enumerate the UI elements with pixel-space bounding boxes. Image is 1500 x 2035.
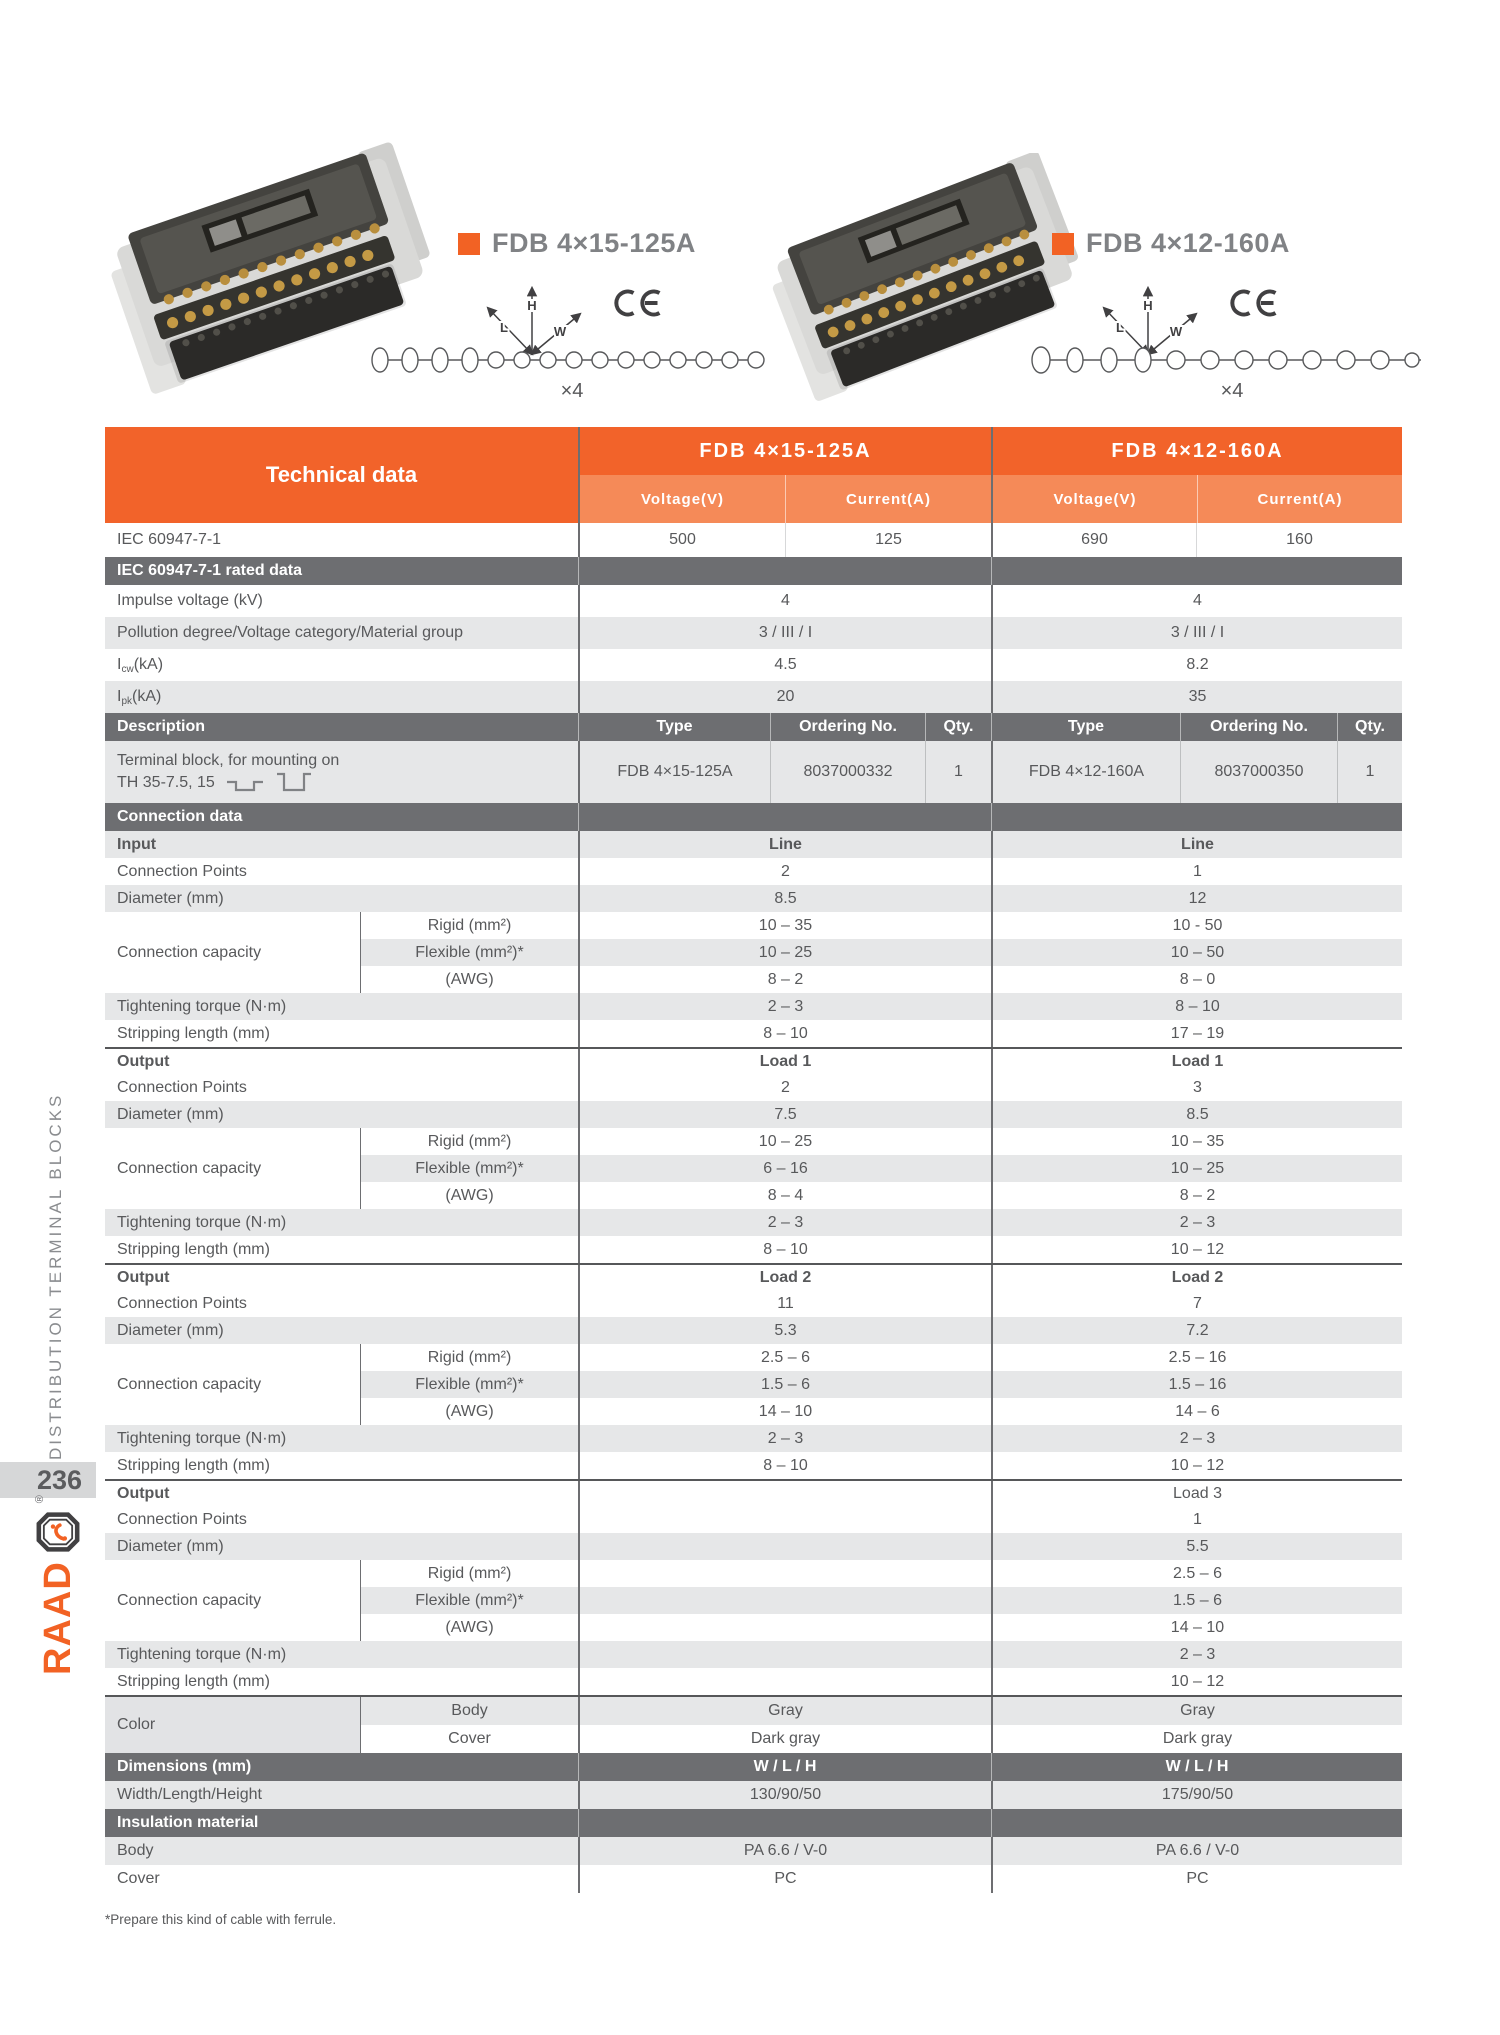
- group-head-output-load1: Output Load 1 Load 1: [105, 1047, 1402, 1074]
- section-band-connection-data: Connection data: [105, 803, 1402, 831]
- value-p1: 4.5: [578, 649, 991, 681]
- multiplier-label-2: ×4: [1220, 380, 1244, 402]
- table-row: Body PA 6.6 / V-0 PA 6.6 / V-0: [105, 1837, 1402, 1865]
- value-p2: 35: [991, 681, 1402, 713]
- current-column-header: Current(A): [785, 475, 991, 523]
- value-p2: 8.2: [991, 649, 1402, 681]
- din-rail-icon: [225, 778, 265, 794]
- qty-column-header: Qty.: [925, 713, 991, 741]
- value-p2-current: 160: [1196, 523, 1402, 557]
- table-row: Diameter (mm) 7.5 8.5: [105, 1101, 1402, 1128]
- registered-trademark-mark: ®: [34, 1495, 46, 1504]
- value-p1: 4: [578, 585, 991, 617]
- sidebar-vertical-title: DISTRIBUTION TERMINAL BLOCKS: [46, 1092, 65, 1460]
- row-label: Pollution degree/Voltage category/Material group: [117, 624, 463, 641]
- multiplier-label-1: ×4: [560, 380, 584, 402]
- orange-square-bullet-icon: [1052, 233, 1074, 255]
- table-row: [105, 585, 1402, 617]
- svg-text:H: H: [1143, 298, 1153, 313]
- table-title: Technical data: [265, 462, 418, 487]
- value-p2: 3 / III / I: [991, 617, 1402, 649]
- group-head-input: Input Line Line: [105, 831, 1402, 858]
- group-head-output-load2: Output Load 2 Load 2: [105, 1263, 1402, 1290]
- svg-text:L: L: [500, 320, 508, 335]
- footnote: *Prepare this kind of cable with ferrule.: [105, 1912, 337, 1927]
- table-row: Connection Points 2 1: [105, 858, 1402, 885]
- group-head-output-load3: Output Load 3: [105, 1479, 1402, 1506]
- voltage-column-header: Voltage(V): [640, 490, 725, 508]
- table-row: Stripping length (mm) 8 – 10 10 – 12: [105, 1236, 1402, 1263]
- raad-emblem-icon: [34, 1511, 82, 1553]
- table-row: Connection Points 2 3: [105, 1074, 1402, 1101]
- table-row: Tightening torque (N·m) 2 – 3: [105, 1641, 1402, 1668]
- product-column-header-1: FDB 4×15-125A Voltage(V) Current(A): [578, 427, 991, 523]
- connection-capacity-block: Connection capacity Rigid (mm²) 2.5 – 6 2.5 – 16 Flexible (mm²)* 1.5 – 6 1.5 – 16 (AWG) 14 – 10 14 – 6: [105, 1344, 1402, 1425]
- svg-text:H: H: [527, 298, 537, 313]
- terminal-pole-diagram-1: [366, 340, 778, 380]
- svg-text:L: L: [1116, 320, 1124, 335]
- value-p1: 3 / III / I: [578, 617, 991, 649]
- voltage-column-header: Voltage(V): [1053, 490, 1137, 508]
- ordering-column-header: Ordering No.: [1180, 713, 1337, 741]
- qty-value-p1: 1: [925, 741, 991, 803]
- current-column-header: Current(A): [1197, 475, 1402, 523]
- table-header: [105, 427, 1402, 523]
- iec-standard-row: [105, 523, 1402, 557]
- table-row: [105, 681, 1402, 713]
- section-band-dimensions: Dimensions (mm) W / L / H W / L / H: [105, 1753, 1402, 1781]
- terminal-block-row: [105, 741, 1402, 803]
- row-label: Impulse voltage (kV): [117, 592, 263, 609]
- type-value-p1: FDB 4×15-125A: [578, 741, 770, 803]
- ce-mark-icon: [612, 286, 666, 320]
- product-title-2: FDB 4×12-160A: [1052, 228, 1290, 259]
- row-label-ipk: I pk (kA): [117, 688, 162, 707]
- product-column-header-2: FDB 4×12-160A Voltage(V) Current(A): [991, 427, 1402, 523]
- ordering-value-p2: 8037000350: [1180, 741, 1337, 803]
- type-column-header: Type: [578, 713, 770, 741]
- qty-column-header: Qty.: [1337, 713, 1402, 741]
- page-number-badge: 236: [0, 1462, 96, 1498]
- din-rail-tall-icon: [275, 772, 313, 794]
- table-row: Stripping length (mm) 8 – 10 17 – 19: [105, 1020, 1402, 1047]
- table-row: Width/Length/Height 130/90/50 175/90/50: [105, 1781, 1402, 1809]
- color-block: Color Body Gray Gray Cover Dark gray Dark gray: [105, 1695, 1402, 1753]
- value-p1: 20: [578, 681, 991, 713]
- section-band-insulation: Insulation material: [105, 1809, 1402, 1837]
- table-row: Connection Points 11 7: [105, 1290, 1402, 1317]
- terminal-pole-diagram-2: [1026, 340, 1438, 380]
- row-label: IEC 60947-7-1: [117, 531, 222, 548]
- table-row: [105, 617, 1402, 649]
- table-row: Diameter (mm) 8.5 12: [105, 885, 1402, 912]
- orange-square-bullet-icon: [458, 233, 480, 255]
- table-row: Tightening torque (N·m) 2 – 3 2 – 3: [105, 1425, 1402, 1452]
- technical-data-table: [105, 427, 1402, 1893]
- qty-value-p2: 1: [1337, 741, 1402, 803]
- table-row: [105, 649, 1402, 681]
- value-p1-voltage: 500: [578, 523, 785, 557]
- connection-capacity-block: Connection capacity Rigid (mm²) 2.5 – 6 Flexible (mm²)* 1.5 – 6 (AWG) 14 – 10: [105, 1560, 1402, 1641]
- connection-capacity-block: Connection capacity Rigid (mm²) 10 – 35 10 - 50 Flexible (mm²)* 10 – 25 10 – 50 (AWG) 8 – 2 8 – 0: [105, 912, 1402, 993]
- value-p2-voltage: 690: [991, 523, 1196, 557]
- svg-text:W: W: [553, 324, 567, 339]
- table-row: Connection Points 1: [105, 1506, 1402, 1533]
- section-band-rated-data: IEC 60947-7-1 rated data: [105, 557, 1402, 585]
- table-row: Cover PC PC: [105, 1865, 1402, 1893]
- table-row: Tightening torque (N·m) 2 – 3 2 – 3: [105, 1209, 1402, 1236]
- svg-text:W: W: [1169, 324, 1183, 339]
- ordering-value-p1: 8037000332: [770, 741, 925, 803]
- row-label-icw: I cw (kA): [117, 656, 164, 675]
- connection-capacity-block: Connection capacity Rigid (mm²) 10 – 25 10 – 35 Flexible (mm²)* 6 – 16 10 – 25 (AWG) 8 – 4 8 – 2: [105, 1128, 1402, 1209]
- table-row: Tightening torque (N·m) 2 – 3 8 – 10: [105, 993, 1402, 1020]
- type-value-p2: FDB 4×12-160A: [991, 741, 1180, 803]
- table-row: Diameter (mm) 5.5: [105, 1533, 1402, 1560]
- ordering-column-header: Ordering No.: [770, 713, 925, 741]
- table-row: Stripping length (mm) 8 – 10 10 – 12: [105, 1452, 1402, 1479]
- table-row: Diameter (mm) 5.3 7.2: [105, 1317, 1402, 1344]
- type-column-header: Type: [991, 713, 1180, 741]
- brand-wordmark: RAAD: [37, 1561, 79, 1675]
- product-title-1: FDB 4×15-125A: [458, 228, 696, 259]
- value-p2: 4: [991, 585, 1402, 617]
- brand-logo: [34, 1495, 82, 1675]
- ce-mark-icon: [1228, 286, 1282, 320]
- table-row: Stripping length (mm) 10 – 12: [105, 1668, 1402, 1695]
- row-label: Terminal block, for mounting on TH 35-7.5, 15: [105, 741, 578, 803]
- value-p1-current: 125: [785, 523, 991, 557]
- section-band-description: Description Type Ordering No. Qty. Type Ordering No. Qty.: [105, 713, 1402, 741]
